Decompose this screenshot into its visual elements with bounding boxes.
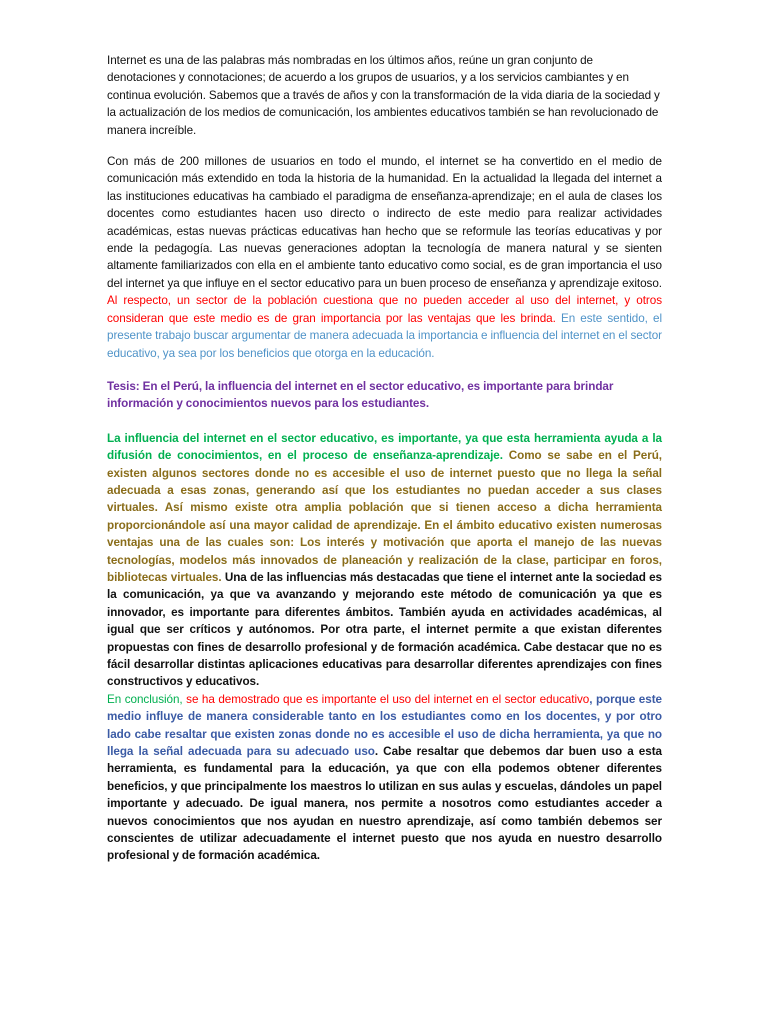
context-purpose-text: En este sentido, el presente trabajo buscar argumentar de manera adecuada la importancia e influencia del internet en el sector educativo, ya sea por los beneficios que otorga en la educación.: [107, 311, 662, 360]
body-paragraph: [107, 430, 662, 691]
context-counterargument-text: Al respecto, un sector de la población cuestiona que no pueden acceder al uso del internet, y otros consideran que este medio es de gran importancia por las ventajas que les brinda.: [107, 294, 662, 325]
context-paragraph: [107, 153, 662, 362]
context-main-text: Con más de 200 millones de usuarios en todo el mundo, el internet se ha convertido en el medio de comunicación más extendido en toda la historia de la humanidad. En la actualidad la llegada del internet a las instituciones educativas ha cambiado el paradigma de enseñanza-aprendizaje; en el aula de clases los docentes como estudiantes hacen uso directo o indirecto de este medio para realizar actividades académicas, estas nuevas prácticas educativas han hecho que se reformule las teorías educativas y por ende la pedagogía. Las nuevas generaciones adoptan la tecnología de manera natural y se sienten altamente familiarizados con ella en el ambiente tanto educativo como social, es de gran importancia el uso del internet ya que influye en el sector educativo para un buen proceso de enseñanza y aprendizaje exitoso.: [107, 155, 662, 290]
intro-paragraph: Internet es una de las palabras más nombradas en los últimos años, reúne un gran conjunto de denotaciones y connotaciones; de acuerdo a los grupos de usuarios, y a los servicios cambiantes y en continua evolución. Sabemos que a través de años y con la transformación de la vida diaria de la sociedad y la actualización de los medios de comunicación, los ambientes educativos también se han revolucionado de manera increíble.: [107, 54, 660, 137]
body-plain-text: Una de las influencias más destacadas que tiene el internet ante la sociedad es la comunicación, ya que va avanzando y mejorando este método de comunicación ya que es innovador, es importante para diferentes ámbitos. También ayuda en actividades académicas, al igual que ser críticos y autónomos. Por otra parte, el internet permite a que existan diferentes propuestas con fines de desarrollo profesional y de formación académica. Cabe destacar que no es fácil desarrollar distintas aplicaciones educativas para desarrollar diferentes aprendizajes con fines constructivos y educativos.: [107, 570, 662, 689]
conclusion-reason-text: porque este medio influye de manera considerable tanto en los estudiantes como en los docentes, y por otro lado cabe resaltar que existen zonas donde no es accesible el uso de dicha herramienta, ya que no llega la señal adecuada para su adecuado uso: [107, 692, 662, 759]
conclusion-comma: ,: [589, 692, 593, 706]
conclusion-plain-text: . Cabe resaltar que debemos dar buen uso a esta herramienta, es fundamental para la educación, ya que con ella podemos obtener diferentes beneficios, y que principalmente los maestros lo utilizan en sus aulas y escuelas, dándoles un papel importante y adecuado. De igual manera, nos permite a nosotros como estudiantes acceder a nuevos conocimientos que nos ayudan en nuestro aprendizaje, así como también debemos ser conscientes de utilizar adecuadamente el internet puesto que nos ayuda en nuestro desarrollo profesional y de formación académica.: [107, 745, 662, 863]
thesis-paragraph: Tesis: En el Perú, la influencia del internet en el sector educativo, es importante para brindar información y conocimientos nuevos para los estudiantes.: [107, 379, 614, 411]
body-claim-text: La influencia del internet en el sector educativo, es importante, ya que esta herramienta ayuda a la difusión de conocimientos, en el proceso de enseñanza-aprendizaje.: [107, 431, 662, 463]
conclusion-paragraph: [107, 691, 662, 865]
conclusion-label: En conclusión,: [107, 692, 183, 706]
conclusion-claim-text: se ha demostrado que es importante el uso del internet en el sector educativo: [182, 692, 590, 706]
body-evidence-text: Como se sabe en el Perú, existen algunos sectores donde no es accesible el uso de internet puesto que no llega la señal adecuada a esas zonas, generando así que los estudiantes no puedan acceder a sus clases virtuales. Así mismo existe otra amplia población que si tienen acceso a dicha herramienta proporcionándole así una mayor calidad de aprendizaje. En el ámbito educativo existen numerosas ventajas una de las cuales son: Los interés y motivación que aporta el manejo de las nuevas tecnologías, modelos más innovados de planeación y realización de la clase, participar en foros, bibliotecas virtuales.: [107, 449, 662, 584]
document-page: [107, 52, 662, 865]
